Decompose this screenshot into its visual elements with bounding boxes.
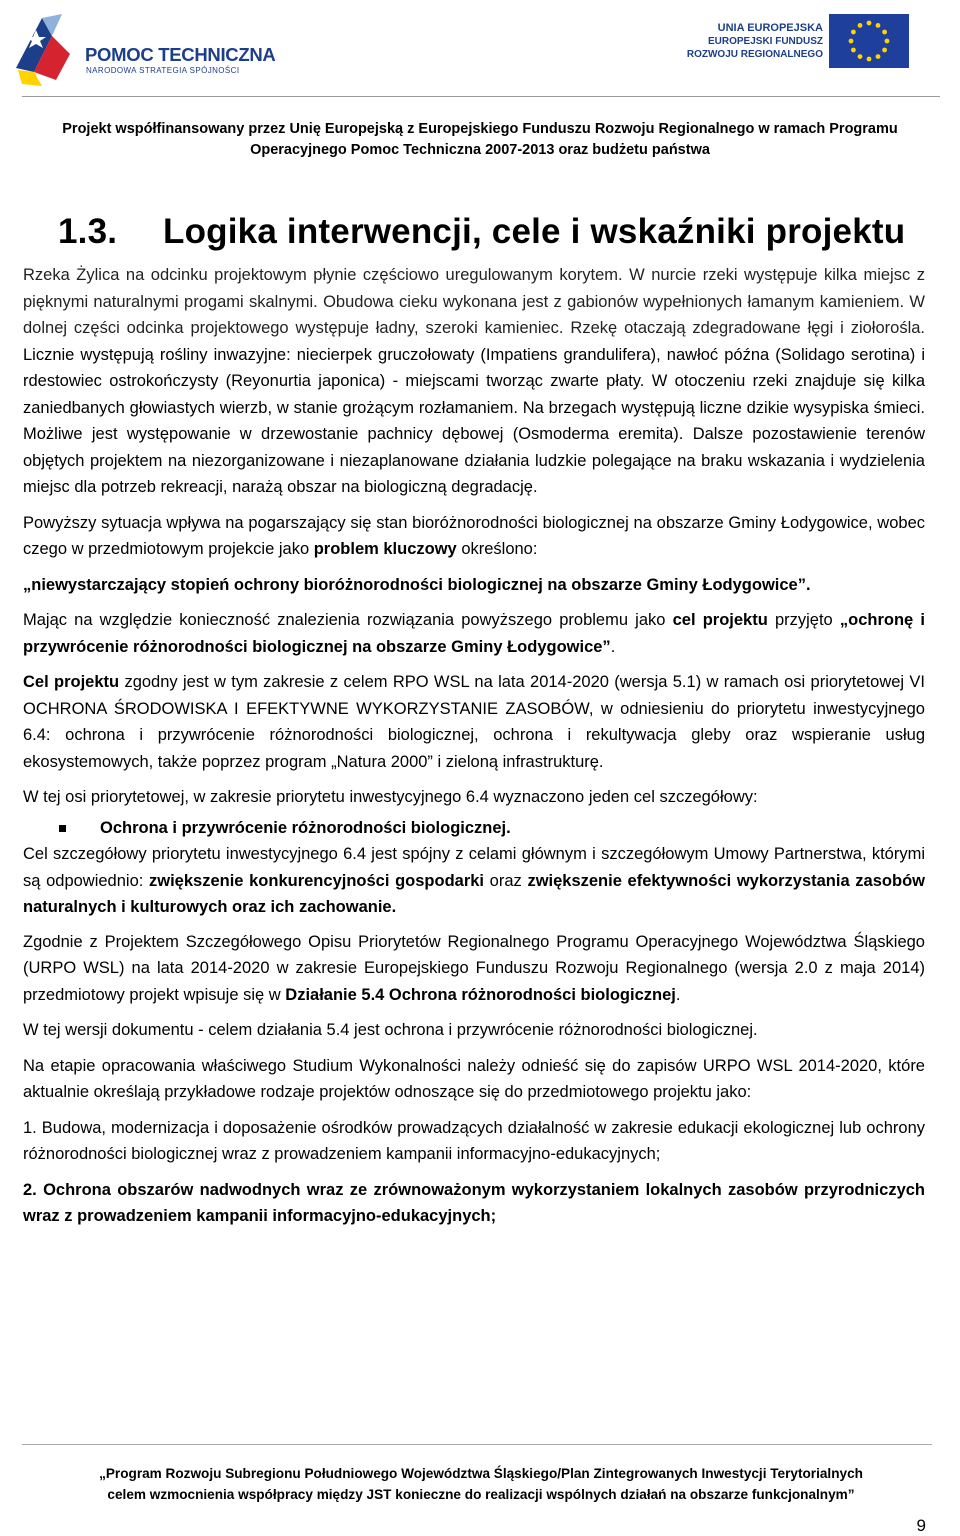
key-problem-label: problem kluczowy [313,540,457,558]
bullet-square-icon [59,825,66,832]
funding-line-2: Operacyjnego Pomoc Techniczna 2007-2013 oraz budżetu państwa [250,142,710,158]
paragraph-key-problem-intro: Powyższy sytuacja wpływa na pogarszający się stan bioróżnorodności biologicznej na obszarze Gminy Łodygowice, wobec czego w przedmiotowym projekcie jako problem kluczowy określono: [23,513,925,558]
pomoc-techniczna-emblem-icon [12,10,76,88]
eu-flag-icon [829,14,909,68]
pomoc-techniczna-logo [12,10,292,90]
page-header [0,0,960,96]
paragraph-urpo: Zgodnie z Projektem Szczegółowego Opisu Priorytetów Regionalnego Programu Operacyjnego Województwa Śląskiego (URPO WSL) na lata 2014-2020 w zakresie Europejskiego Funduszu Rozwoju Regionalnego (wersja 2.0 z maja 2014) przedmiotowy projekt wpisuje się w Działanie 5.4 Ochrona różnorodności biologicznej. [23,932,925,1004]
section-title: Logika interwencji, cele i wskaźniki projektu [163,212,906,251]
list-item: Ochrona i przywrócenie różnorodności biologicznej. [23,815,925,842]
paragraph-goal-rpo: Cel projektu zgodny jest w tym zakresie z celem RPO WSL na lata 2014-2020 (wersja 5.1) w ramach osi priorytetowej VI OCHRONA ŚRODOWISKA I EFEKTYWNE WYKORZYSTANIE ZASOBÓW, w odniesieniu do priorytetu inwestycyjnego 6.4: ochrona i przywrócenie różnorodności biologicznej, ochrona i rekultywacja gleby oraz wspieranie usług ekosystemowych, także poprzez program „Natura 2000” i zieloną infrastrukturę. [23,673,926,771]
logo-subtitle: NARODOWA STRATEGIA SPÓJNOŚCI [86,66,240,75]
funding-line-1: Projekt współfinansowany przez Unię Europejską z Europejskiego Funduszu Rozwoju Regionalnego w ramach Programu [62,121,898,137]
section-heading [58,212,905,252]
paragraph-key-problem: „niewystarczający stopień ochrony bioróżnorodności biologicznej na obszarze Gminy Łodygowice”. [23,575,811,594]
eu-logo-line3: ROZWOJU REGIONALNEGO [686,49,823,60]
eu-logo [683,14,923,70]
funding-statement [20,119,940,161]
footer-divider [22,1444,932,1445]
footer-line-1: „Program Rozwoju Subregionu Południowego Województwa Śląskiego/Plan Zintegrowanych Inwestycji Terytorialnych [99,1466,863,1481]
paragraph-project-goal: Mając na względzie konieczność znalezienia rozwiązania powyższego problemu jako cel projektu przyjęto „ochronę i przywrócenie różnorodności biologicznej na obszarze Gminy Łodygowice”. [23,611,925,656]
logo-title: POMOC TECHNICZNA [85,44,276,65]
page-number: 9 [916,1516,926,1535]
page-footer [20,1463,942,1505]
eu-logo-line1: UNIA EUROPEJSKA [717,22,823,34]
project-goal-text: „ochronę i przywrócenie różnorodności biologicznej na obszarze Gminy Łodygowice” [23,611,925,656]
paragraph-partnership: Cel szczegółowy priorytetu inwestycyjnego 6.4 jest spójny z celami głównym i szczegółowym Umowy Partnerstwa, którymi są odpowiednio: zwiększenie konkurencyjności gospodarki oraz zwiększenie efektywności wykorzystania zasobów naturalnych i kulturowych oraz ich zachowanie. [23,845,925,916]
section-number: 1.3. [58,212,118,251]
paragraph-priority-axis: W tej osi priorytetowej, w zakresie priorytetu inwestycyjnego 6.4 wyznaczono jeden cel szczegółowy: [23,788,758,806]
paragraph-river-description: Rzeka Żylica na odcinku projektowym płynie częściowo uregulowanym korytem. W nurcie rzeki występuje kilka miejsc z pięknymi naturalnymi progami skalnymi. Obudowa cieku wykonana jest z gabionów wypełnionych łamanym kamieniem. W dolnej części odcinka projektowego występuje ładny, szeroki kamieniec. Rzekę otaczają zdegradowane łęgi i ziołorośla. Licznie występują rośliny inwazyjne: niecierpek gruczołowaty (Impatiens grandulifera), nawłoć późna (Solidago serotina) i rdestowiec ostrokończysty (Reyonurtia japonica) - miejscami tworząc zwarte płaty. W otoczeniu rzeki znajduje się kilka zaniedbanych głowiastych wierzb, w stanie grożącym rozłamaniem. Na brzegach występują liczne dzikie wysypiska śmieci. Możliwe jest występowanie w drzewostanie pachnicy dębowej (Osmoderma eremita). Dalsze pozostawienie terenów objętych projektem na niezorganizowane i niezaplanowane działania ludzkie polegające na braku wskazania i wydzielenia miejsc dla potrzeb rekreacji, narażą obszar na biologiczną degradację. [23,266,925,496]
document-body [23,262,925,1239]
list-item: 2. Ochrona obszarów nadwodnych wraz ze zrównoważonym wykorzystaniem lokalnych zasobów przyrodniczych wraz z prowadzeniem kampanii informacyjno-edukacyjnych; [23,1180,925,1225]
paragraph-feasibility-study: Na etapie opracowania właściwego Studium Wykonalności należy odnieść się do zapisów URPO WSL 2014-2020, które aktualnie określają przykładowe rodzaje projektów odnoszące się do przedmiotowego projektu jako: [23,1056,925,1101]
header-divider [22,96,940,97]
paragraph-action-goal: W tej wersji dokumentu - celem działania 5.4 jest ochrona i przywrócenie różnorodności biologicznej. [23,1021,758,1039]
footer-line-2: celem wzmocnienia współpracy między JST konieczne do realizacji wspólnych działań na obszarze funkcjonalnym” [107,1487,855,1502]
list-item: 1. Budowa, modernizacja i doposażenie ośrodków prowadzących działalność w zakresie edukacji ekologicznej lub ochrony różnorodności biologicznej wraz z prowadzeniem kampanii informacyjno-edukacyjnych; [23,1118,925,1163]
eu-logo-line2: EUROPEJSKI FUNDUSZ [707,36,823,47]
